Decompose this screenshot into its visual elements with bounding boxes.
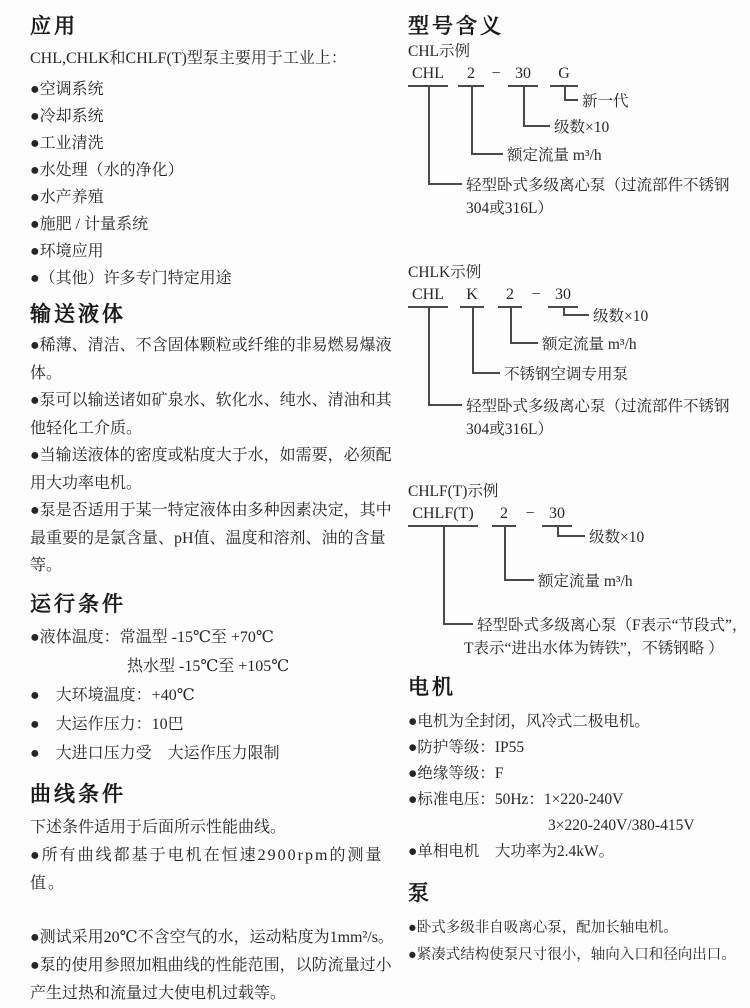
- chlk-example-label: CHLK示例: [408, 264, 482, 281]
- application-item: ●施肥 / 计量系统: [30, 216, 149, 233]
- motor-bullet: ●电机为全封闭，风冷式二极电机。: [408, 713, 650, 730]
- application-item: ●环境应用: [30, 243, 104, 260]
- section-curve-conditions: [30, 782, 402, 1008]
- curve-bullet-rpm: ●所有曲线都基于电机在恒速2900rpm的测量值。: [30, 846, 384, 892]
- callout-connector: [428, 87, 462, 185]
- callout-connector: [472, 308, 500, 374]
- liquids-bullet: ●泵是否适用于某一特定液体由多种因素决定，其中最重要的是氯含量、pH值、温度和溶剂、油的含量等。: [30, 502, 392, 574]
- operating-item: ● 大进口压力受 大运作压力限制: [30, 744, 280, 762]
- liquids-heading: 输送液体: [30, 303, 126, 326]
- motor-bullet: ●标准电压：50Hz：1×220-240V: [408, 791, 624, 808]
- curve-bullet-range: ●泵的使用参照加粗曲线的性能范围，以防流量过小产生过热和流量过大使电机过载等。: [30, 956, 392, 1002]
- application-item: ●水产养殖: [30, 189, 104, 206]
- application-item: ●冷却系统: [30, 108, 104, 125]
- application-intro: CHL,CHLK和CHLF(T)型泵主要用于工业上：: [30, 50, 347, 67]
- curve-bullet-viscosity: ●测试采用20℃不含空气的水，运动粘度为1mm²/s。: [30, 928, 394, 946]
- chl-callout-new-generation: 新一代: [582, 93, 629, 110]
- section-application: [30, 14, 402, 292]
- chl-callout-pump-type-line2: 304或316L）: [466, 200, 553, 217]
- chlk-callout-k-meaning: 不锈钢空调专用泵: [504, 366, 629, 383]
- chlk-token-stages: 30: [548, 286, 578, 308]
- chlf-callout-rated-flow: 额定流量 m³/h: [538, 573, 633, 590]
- chlf-callout-stages: 级数×10: [589, 529, 645, 546]
- chl-token-series: CHL: [408, 65, 448, 87]
- chlk-token-series: CHL: [408, 286, 448, 308]
- chl-callout-stages: 级数×10: [554, 119, 610, 136]
- callout-connector: [557, 527, 585, 537]
- section-model-meaning: [408, 14, 750, 663]
- application-heading: 应用: [30, 15, 78, 38]
- application-item: ●空调系统: [30, 81, 104, 98]
- chlk-callout-pump-type-line2: 304或316L）: [466, 421, 553, 438]
- liquids-bullet: ●泵可以输送诸如矿泉水、软化水、纯水、清油和其他轻化工介质。: [30, 392, 392, 437]
- liquids-bullet: ●稀薄、清洁、不含固体颗粒或纤维的非易燃易爆液体。: [30, 337, 392, 382]
- chlf-token-dash: −: [525, 505, 535, 522]
- chl-token-stages: 30: [508, 65, 538, 87]
- section-pump: [408, 881, 750, 969]
- callout-connector: [510, 308, 538, 344]
- curve-intro: 下述条件适用于后面所示性能曲线。: [30, 818, 287, 836]
- chlf-callout-pump-type-line1: 轻型卧式多级离心泵（F表示“节段式”，: [477, 617, 748, 634]
- operating-item: ● 大环境温度：+40℃: [30, 686, 195, 704]
- pump-heading: 泵: [408, 882, 432, 905]
- chlk-token-dash: −: [531, 286, 541, 303]
- callout-connector: [523, 87, 550, 127]
- chlk-callout-stages: 级数×10: [593, 308, 649, 325]
- right-column: [408, 14, 750, 969]
- application-item: ●工业清洗: [30, 135, 104, 152]
- callout-connector: [443, 527, 473, 625]
- application-item: ●水处理（水的净化）: [30, 162, 184, 179]
- motor-voltage-line2: 3×220-240V/380-415V: [548, 817, 695, 834]
- motor-single-phase: ●单相电机 大功率为2.4kW。: [408, 843, 615, 860]
- callout-connector: [564, 87, 578, 101]
- pump-bullet: ●紧凑式结构使泵尺寸很小，轴向入口和径向出口。: [408, 947, 736, 963]
- callout-connector: [471, 87, 503, 155]
- application-item: ●（其他）许多专门特定用途: [30, 270, 232, 287]
- motor-bullet: ●绝缘等级：F: [408, 765, 504, 782]
- chlf-example-label: CHLF(T)示例: [408, 483, 499, 500]
- chl-token-flow: 2: [458, 65, 484, 87]
- chl-model-diagram: [408, 65, 750, 227]
- callout-connector: [504, 527, 534, 581]
- chlf-model-diagram: [408, 505, 750, 663]
- chlf-token-flow: 2: [492, 505, 516, 527]
- callout-connector: [428, 308, 462, 406]
- model-meaning-heading: 型号含义: [408, 15, 504, 38]
- section-transported-liquids: [30, 302, 402, 580]
- operating-liquid-temp-line1: ●液体温度：常温型 -15℃至 +70℃: [30, 628, 274, 646]
- chlf-token-series: CHLF(T): [408, 505, 478, 527]
- chlf-token-stages: 30: [542, 505, 572, 527]
- liquids-bullet: ●当输送液体的密度或粘度大于水，如需要，必须配用大功率电机。: [30, 447, 392, 492]
- operating-liquid-temp-line2: 热水型 -15℃至 +105℃: [127, 657, 290, 675]
- callout-connector: [563, 308, 589, 316]
- chlk-callout-pump-type-line1: 轻型卧式多级离心泵（过流部件不锈钢: [466, 398, 730, 415]
- chlk-model-diagram: [408, 286, 750, 446]
- chlf-callout-pump-type-line2: T表示“进出水体为铸铁”，不锈钢略 ）: [464, 640, 724, 657]
- section-motor: [408, 675, 750, 865]
- chl-token-dash: −: [491, 65, 501, 82]
- chl-callout-pump-type-line1: 轻型卧式多级离心泵（过流部件不锈钢: [466, 177, 730, 194]
- chlk-callout-rated-flow: 额定流量 m³/h: [542, 336, 637, 353]
- section-operating-conditions: [30, 592, 402, 768]
- chl-callout-rated-flow: 额定流量 m³/h: [507, 147, 602, 164]
- chlk-token-flow: 2: [498, 286, 522, 308]
- pump-bullet: ●卧式多级非自吸离心泵，配加长轴电机。: [408, 920, 678, 936]
- curve-heading: 曲线条件: [30, 782, 126, 806]
- chl-token-generation: G: [550, 65, 578, 87]
- operating-heading: 运行条件: [30, 592, 126, 616]
- motor-heading: 电机: [408, 676, 456, 699]
- left-column: [30, 14, 402, 1008]
- chl-example-label: CHL示例: [408, 43, 471, 60]
- motor-bullet: ●防护等级：IP55: [408, 739, 525, 756]
- chlk-token-k: K: [460, 286, 484, 308]
- operating-item: ● 大运作压力：10巴: [30, 715, 184, 733]
